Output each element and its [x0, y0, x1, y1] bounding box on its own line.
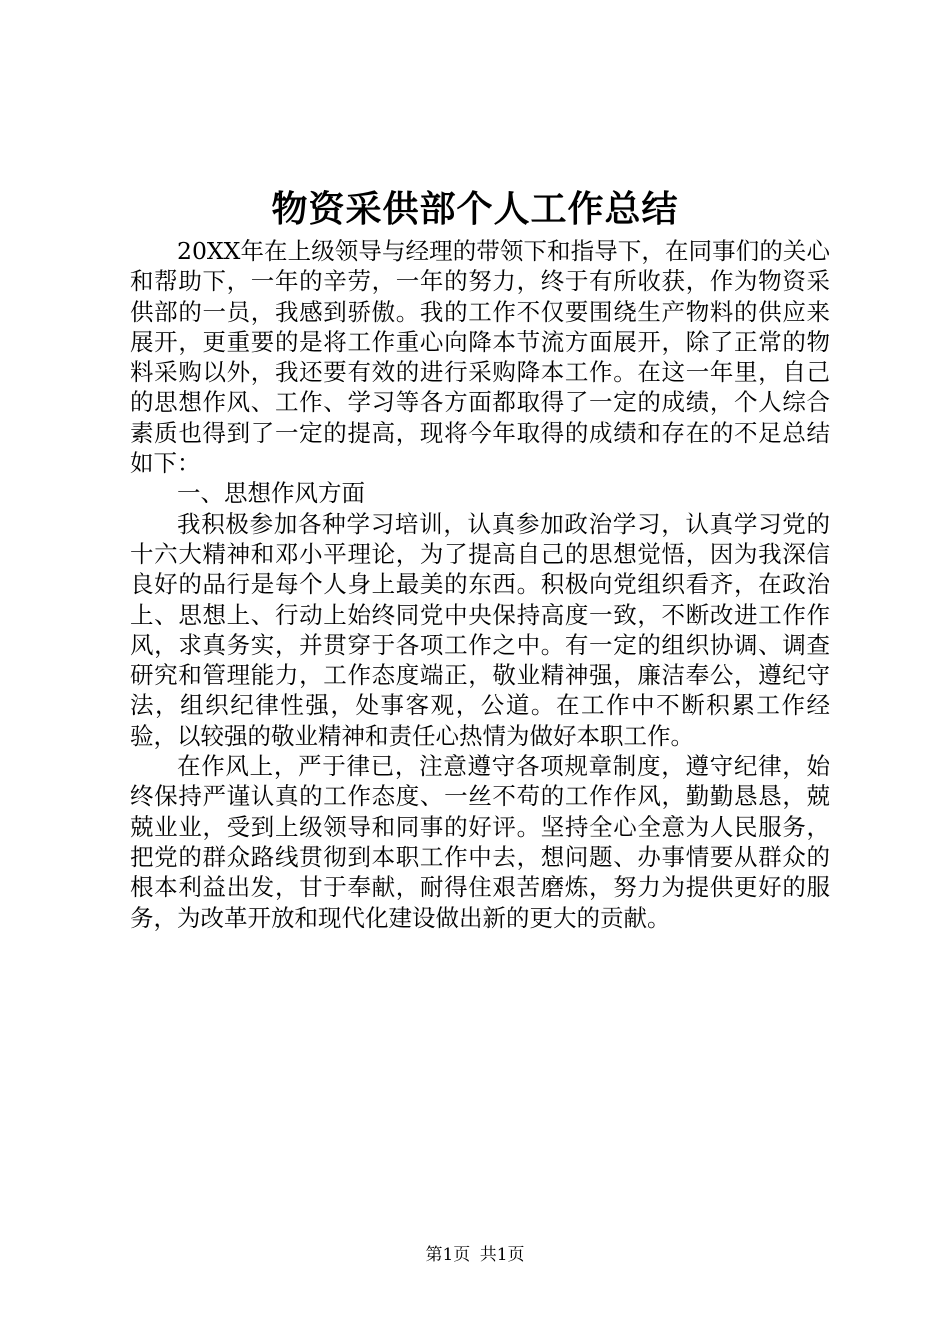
body-paragraph: 我积极参加各种学习培训，认真参加政治学习，认真学习党的十六大精神和邓小平理论，为了提高自己的思想觉悟，因为我深信良好的品行是每个人身上最美的东西。积极向党组织看齐，在政治上、思想上、行动上始终同党中央保持高度一致，不断改进工作作风，求真务实，并贯穿于各项工作之中。有一定的组织协调、调查研究和管理能力，工作态度端正，敬业精神强，廉洁奉公，遵纪守法，组织纪律性强，处事客观，公道。在工作中不断积累工作经验，以较强的敬业精神和责任心热情为做好本职工作。	[130, 509, 830, 750]
document-body	[130, 236, 830, 933]
document-title: 物资采供部个人工作总结	[271, 188, 679, 230]
section-heading: 一、思想作风方面	[177, 479, 365, 508]
body-paragraph: 在作风上，严于律已，注意遵守各项规章制度，遵守纪律，始终保持严谨认真的工作态度、一丝不苟的工作作风，勤勤恳恳，兢兢业业，受到上级领导和同事的好评。坚持全心全意为人民服务，把党的群众路线贯彻到本职工作中去，想问题、办事情要从群众的根本利益出发，甘于奉献，耐得住艰苦磨炼，努力为提供更好的服务，为改革开放和现代化建设做出新的更大的贡献。	[130, 752, 830, 932]
intro-paragraph: 20XX年在上级领导与经理的带领下和指导下，在同事们的关心和帮助下，一年的辛劳，一年的努力，终于有所收获，作为物资采供部的一员，我感到骄傲。我的工作不仅要围绕生产物料的供应来展开，更重要的是将工作重心向降本节流方面展开，除了正常的物料采购以外，我还要有效的进行采购降本工作。在这一年里，自己的思想作风、工作、学习等各方面都取得了一定的成绩，个人综合素质也得到了一定的提高，现将今年取得的成绩和存在的不足总结如下：	[130, 237, 830, 478]
page-number-footer: 第1页 共1页	[425, 1245, 525, 1265]
